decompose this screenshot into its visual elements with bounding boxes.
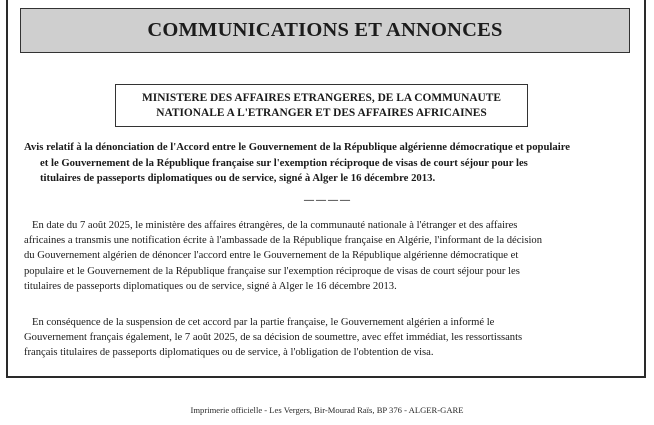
ministry-heading-line-1: MINISTERE DES AFFAIRES ETRANGERES, DE LA COMMUNAUTE <box>142 92 501 104</box>
paragraph-line: africaines a transmis une notification écrite à l'ambassade de la République française en Algérie, l'informant de la décision <box>24 235 543 247</box>
notice-title-line: Avis relatif à la dénonciation de l'Accord entre le Gouvernement de la République algérienne démocratique et populaire <box>24 141 571 153</box>
section-banner <box>20 8 630 53</box>
paragraph-line: populaire et le Gouvernement de la République française sur l'exemption réciproque de visas de court séjour pour les <box>24 265 520 277</box>
paragraph-line: français titulaires de passeports diplomatiques ou de service, à l'obligation de l'obtention de visa. <box>24 347 434 359</box>
printer-footer: Imprimerie officielle - Les Vergers, Bir-Mourad Raïs, BP 376 - ALGER-GARE <box>190 405 464 415</box>
notice-title-line: titulaires de passeports diplomatiques ou de service, signé à Alger le 16 décembre 2013. <box>40 172 436 184</box>
ministry-heading-line-2: NATIONALE A L'ETRANGER ET DES AFFAIRES AFRICAINES <box>156 107 487 119</box>
notice-title <box>24 140 622 187</box>
separator-dashes: ———— <box>304 195 352 206</box>
section-title: COMMUNICATIONS ET ANNONCES <box>147 19 503 41</box>
paragraph-line: titulaires de passeports diplomatiques ou de service, signé à Alger le 16 décembre 2013. <box>24 280 397 292</box>
paragraph-line: En date du 7 août 2025, le ministère des affaires étrangères, de la communauté nationale à l'étranger et des affaires <box>32 220 518 231</box>
paragraph-1 <box>24 218 624 294</box>
paragraph-line: En conséquence de la suspension de cet accord par la partie française, le Gouvernement algérien a informé le <box>32 317 495 328</box>
paragraph-line: du Gouvernement algérien de dénoncer l'accord entre le Gouvernement de la République algérienne démocratique et <box>24 250 519 262</box>
paragraph-line: Gouvernement français également, le 7 août 2025, de sa décision de soumettre, avec effet immédiat, les ressortissants <box>24 332 523 344</box>
notice-title-line: et le Gouvernement de la République française sur l'exemption réciproque de visas de court séjour pour les <box>40 156 528 169</box>
paragraph-2 <box>24 315 624 361</box>
ministry-heading-box <box>115 84 528 127</box>
